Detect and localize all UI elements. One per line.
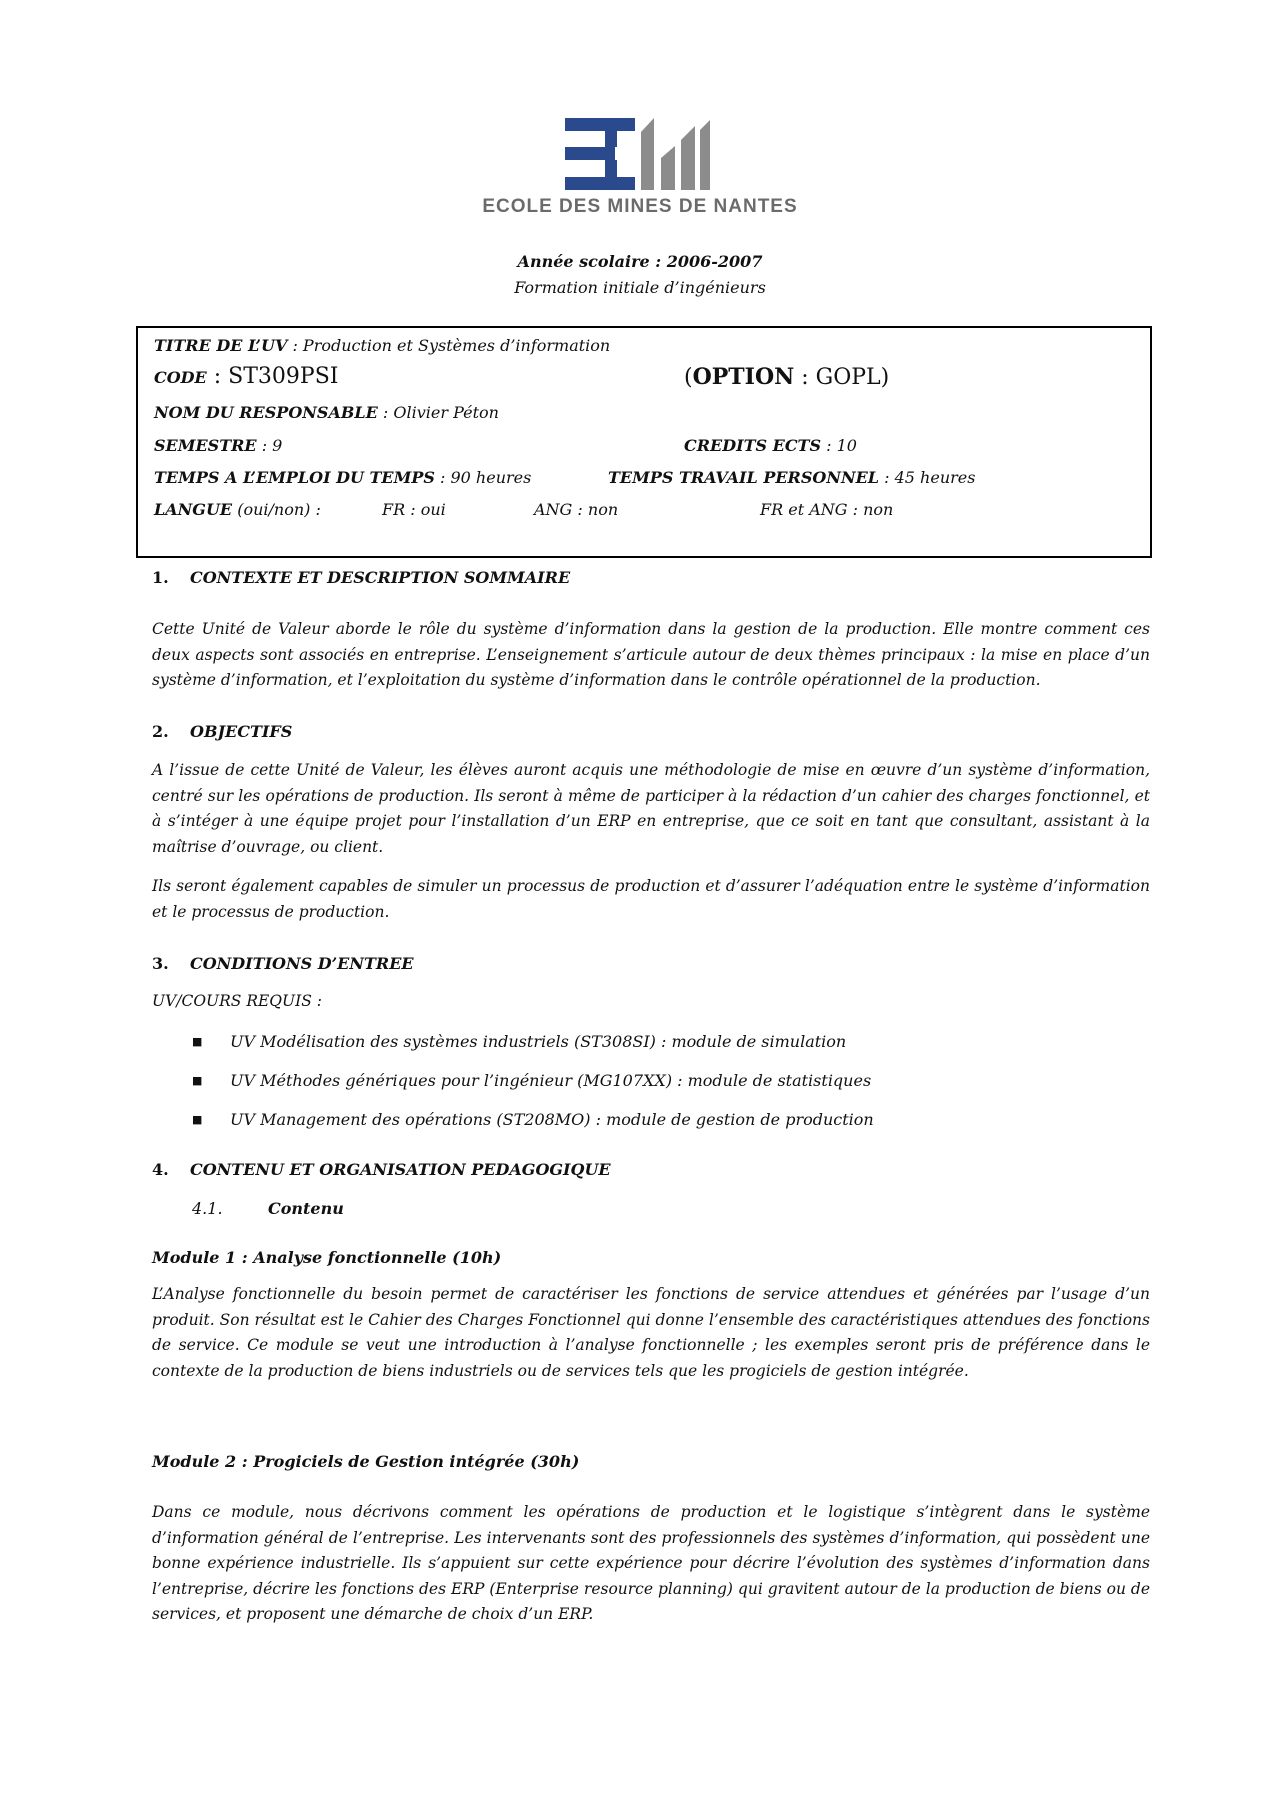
- semestre-label: SEMESTRE: [154, 436, 257, 455]
- responsable-row: [154, 403, 499, 422]
- school-logo: [0, 118, 1280, 218]
- langue-value: (oui/non) :: [232, 500, 321, 519]
- section-4-heading: 4. CONTENU ET ORGANISATION PEDAGOGIQUE: [152, 1160, 611, 1179]
- list-item: ■ UV Management des opérations (ST208MO) : module de gestion de production: [192, 1110, 874, 1129]
- code-label: CODE: [154, 368, 207, 387]
- langue-ang: ANG : non: [534, 500, 619, 519]
- module-2-title: Module 2 : Progiciels de Gestion intégrée (30h): [152, 1452, 580, 1471]
- credits-label: CREDITS ECTS: [684, 436, 822, 455]
- section-4-title: CONTENU ET ORGANISATION PEDAGOGIQUE: [190, 1160, 611, 1179]
- section-2-paragraph-2: Ils seront également capables de simuler un processus de production et d’assurer l’adéquation entre le système d’information et le processus de production.: [152, 877, 1150, 921]
- code-row: [154, 364, 338, 389]
- section-2-heading: 2. OBJECTIFS: [152, 722, 293, 741]
- emn-logo-icon: [565, 118, 715, 190]
- section-2-title: OBJECTIFS: [190, 722, 293, 741]
- section-3-title: CONDITIONS D’ENTREE: [190, 954, 414, 973]
- list-item: ■ UV Méthodes génériques pour l’ingénieur (MG107XX) : module de statistiques: [192, 1071, 872, 1090]
- subsection-heading: 4.1. Contenu: [192, 1199, 344, 1218]
- langue-fr: FR : oui: [382, 500, 446, 519]
- responsable-label: NOM DU RESPONSABLE: [154, 403, 378, 422]
- langue-fr-ang: FR et ANG : non: [760, 500, 894, 519]
- section-3-heading: 3. CONDITIONS D’ENTREE: [152, 954, 414, 973]
- titre-value: : Production et Systèmes d’information: [287, 336, 611, 355]
- responsable-value: : Olivier Péton: [377, 403, 499, 422]
- module-2-text: Dans ce module, nous décrivons comment les opérations de production et le logistique s’intègrent dans le système d’information général de l’entreprise. Les intervenants sont des professionnels des systèmes d’information, qui possèdent une bonne expérience industrielle. Ils s’appuient sur cette expérience pour décrire l’évolution des systèmes d’information dans l’entreprise, décrire les fonctions des ERP (Enterprise resource planning) qui gravitent autour de la production de biens ou de services, et proposent une démarche de choix d’un ERP.: [152, 1503, 1150, 1623]
- credits-row: [684, 436, 857, 455]
- bullet-icon: ■: [192, 1074, 203, 1087]
- temps-value: : 90 heures: [434, 468, 532, 487]
- semestre-row: [154, 436, 282, 455]
- section-1-heading: 1. CONTEXTE ET DESCRIPTION SOMMAIRE: [152, 568, 571, 587]
- section-3-intro: UV/COURS REQUIS :: [152, 992, 322, 1010]
- option-value: : GOPL): [794, 365, 890, 390]
- option-label: OPTION: [692, 364, 795, 390]
- module-1-text: L’Analyse fonctionnelle du besoin permet de caractériser les fonctions de service attendues et générées par l’usage d’un produit. Son résultat est le Cahier des Charges Fonctionnel qui donne l’ensemble des caractéristiques attendues des fonctions de service. Ce module se veut une introduction à l’analyse fonctionnelle ; les exemples seront pris de préférence dans le contexte de la production de biens industriels ou de services tels que les progiciels de gestion intégrée.: [152, 1285, 1150, 1380]
- option-field: (OPTION : GOPL): [684, 364, 890, 390]
- section-1-text: Cette Unité de Valeur aborde le rôle du système d’information dans la gestion de la production. Elle montre comment ces deux aspects sont associés en entreprise. L’enseignement s’articule autour de deux thèmes principaux : la mise en place d’un système d’information, et l’exploitation du système d’information dans le contrôle opérationnel de la production.: [152, 620, 1150, 689]
- langue-label: LANGUE: [154, 500, 233, 519]
- section-2-paragraph-1: A l’issue de cette Unité de Valeur, les élèves auront acquis une méthodologie de mise en œuvre d’un système d’information, centré sur les opérations de production. Ils seront à même de participer à la rédaction d’un cahier des charges fonctionnel, et à s’intéger à une équipe projet pour l’installation d’un ERP en entreprise, que ce soit en tant que consultant, assistant à la maîtrise d’ouvrage, ou client.: [152, 761, 1150, 856]
- formation-line: Formation initiale d’ingénieurs: [514, 278, 766, 297]
- bullet-icon: ■: [192, 1113, 203, 1126]
- titre-row: [154, 336, 610, 355]
- uv-info-box: [136, 326, 1152, 558]
- travail-row: [608, 468, 975, 487]
- langue-row: [154, 500, 321, 519]
- temps-row: [154, 468, 531, 487]
- bullet-icon: ■: [192, 1035, 203, 1048]
- titre-label: TITRE DE L’UV: [154, 336, 288, 355]
- travail-value: : 45 heures: [879, 468, 976, 487]
- list-item: ■ UV Modélisation des systèmes industriels (ST308SI) : module de simulation: [192, 1032, 847, 1051]
- school-year: Année scolaire : 2006-2007: [517, 252, 763, 271]
- module-1-title: Module 1 : Analyse fonctionnelle (10h): [152, 1248, 502, 1267]
- credits-value: : 10: [821, 436, 857, 455]
- temps-label: TEMPS A L’EMPLOI DU TEMPS: [154, 468, 435, 487]
- school-name: ECOLE DES MINES DE NANTES: [482, 196, 798, 217]
- section-1-title: CONTEXTE ET DESCRIPTION SOMMAIRE: [190, 568, 571, 587]
- semestre-value: : 9: [256, 436, 283, 455]
- subsection-title: Contenu: [268, 1199, 344, 1218]
- travail-label: TEMPS TRAVAIL PERSONNEL: [608, 468, 880, 487]
- code-value: : ST309PSI: [206, 364, 339, 389]
